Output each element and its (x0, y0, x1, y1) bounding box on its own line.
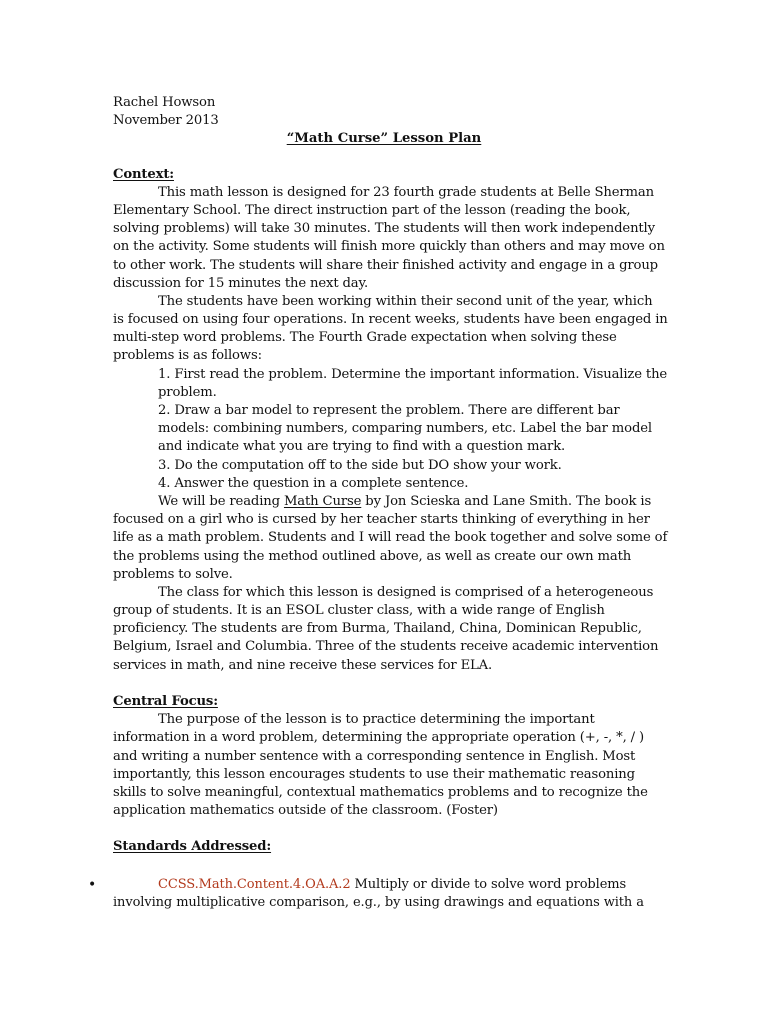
context-p2-line: The students have been working within their second unit of the year, which (158, 294, 653, 309)
context-p4-line: Belgium, Israel and Columbia. Three of the students receive academic intervention (113, 639, 659, 654)
context-p1-line: on the activity. Some students will finish more quickly than others and may move on (113, 239, 665, 254)
step-line: 1. First read the problem. Determine the important information. Visualize the (158, 367, 668, 382)
central-focus-line: and writing a number sentence with a corresponding sentence in English. Most (113, 749, 636, 764)
standards-heading: Standards Addressed: (113, 839, 272, 854)
central-focus-line: The purpose of the lesson is to practice determining the important (158, 712, 595, 727)
book-title: Math Curse (283, 494, 362, 509)
central-focus-line: information in a word problem, determining the appropriate operation (+, -, *, / ) (113, 730, 644, 745)
step-line: 3. Do the computation off to the side but DO show your work. (158, 458, 562, 473)
context-p4-line: proficiency. The students are from Burma, Thailand, China, Dominican Republic, (113, 621, 642, 636)
context-p3-line: the problems using the method outlined above, as well as create our own math (113, 549, 632, 564)
context-p1-line: solving problems) will take 30 minutes. The students will then work independently (113, 221, 655, 236)
standard-second-line: involving multiplicative comparison, e.g., by using drawings and equations with a (113, 895, 644, 910)
p3-suffix: by Jon Scieska and Lane Smith. The book is (361, 494, 652, 509)
central-focus-line: skills to solve meaningful, contextual mathematics problems and to recognize the (113, 785, 648, 800)
standard-code-link[interactable]: CCSS.Math.Content.4.OA.A.2 (158, 877, 351, 892)
context-p1-line: This math lesson is designed for 23 fourth grade students at Belle Sherman (158, 185, 654, 200)
central-focus-line: application mathematics outside of the classroom. (Foster) (113, 803, 498, 818)
step-line: 4. Answer the question in a complete sentence. (158, 476, 469, 491)
page-title: “Math Curse” Lesson Plan (286, 131, 482, 146)
context-p2-line: problems is as follows: (113, 348, 262, 363)
context-p3-first-line (158, 493, 651, 511)
context-p3-line: problems to solve. (113, 567, 233, 582)
context-p1-line: discussion for 15 minutes the next day. (113, 276, 369, 291)
context-p3-line: focused on a girl who is cursed by her teacher starts thinking of everything in her (113, 512, 650, 527)
central-focus-line: importantly, this lesson encourages students to use their mathematic reasoning (113, 767, 635, 782)
step-line: 2. Draw a bar model to represent the problem. There are different bar (158, 403, 620, 418)
context-p2-line: multi-step word problems. The Fourth Grade expectation when solving these (113, 330, 617, 345)
context-p1-line: Elementary School. The direct instruction part of the lesson (reading the book, (113, 203, 631, 218)
step-line: models: combining numbers, comparing numbers, etc. Label the bar model (158, 421, 652, 436)
context-p2-line: is focused on using four operations. In recent weeks, students have been engaged in (113, 312, 668, 327)
context-p3-line: life as a math problem. Students and I will read the book together and solve some of (113, 530, 668, 545)
context-p4-line: The class for which this lesson is designed is comprised of a heterogeneous (158, 585, 654, 600)
date-line: November 2013 (113, 113, 219, 128)
bullet-marker: • (88, 877, 97, 893)
context-p4-line: services in math, and nine receive these services for ELA. (113, 658, 493, 673)
standard-first-line (158, 876, 626, 894)
p3-prefix: We will be reading (158, 494, 284, 509)
central-focus-heading: Central Focus: (113, 694, 218, 709)
step-line: and indicate what you are trying to find with a question mark. (158, 439, 566, 454)
context-p1-line: to other work. The students will share their finished activity and engage in a group (113, 258, 658, 273)
author-name: Rachel Howson (113, 95, 216, 110)
context-p4-line: group of students. It is an ESOL cluster class, with a wide range of English (113, 603, 605, 618)
context-heading: Context: (113, 167, 174, 182)
step-line: problem. (158, 385, 217, 400)
standard-text: Multiply or divide to solve word problems (350, 877, 627, 892)
